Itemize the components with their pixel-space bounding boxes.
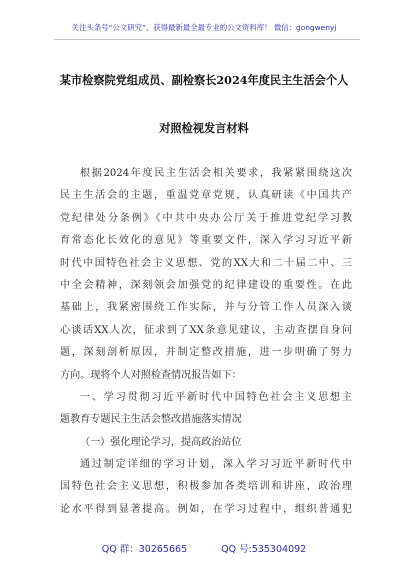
paragraph-intro bbox=[60, 163, 352, 387]
document-body bbox=[60, 163, 352, 521]
text-line: 时代中国特色社会主义思想、党的XX大和二十届二中、三 bbox=[60, 257, 352, 269]
text-line: 民主生活会的主题，重温党章党规，认真研读《中国共产 bbox=[60, 190, 352, 202]
text-line: 题，深刻剖析原因，并制定整改措施，进一步明确了努力 bbox=[60, 347, 352, 359]
document-title-line-2: 对照检视发言材料 bbox=[159, 121, 249, 135]
subsection-heading-1 bbox=[60, 432, 352, 454]
paragraph-study bbox=[60, 454, 352, 521]
document-title-line-1: 某市检察院党组成员、副检察长2024年度民主生活会个人 bbox=[59, 73, 349, 87]
text-line: 中全会精神，深刻领会加强党的纪律建设的重要性。在此 bbox=[60, 279, 352, 291]
text-line: 心谈话XX人次，征求到了XX条意见建议，主动查摆自身问 bbox=[60, 324, 352, 336]
text-line: 通过制定详细的学习计划，深入学习习近平新时代中 bbox=[80, 459, 352, 471]
text-line: 根据2024年度民主生活会相关要求，我紧紧围绕这次 bbox=[80, 168, 352, 179]
text-line: 论水平得到显著提高。例如，在学习过程中，组织普通犯 bbox=[60, 503, 352, 515]
footer-qq-number: QQ 号:535304092 bbox=[221, 544, 307, 555]
text-line: 一、学习贯彻习近平新时代中国特色社会主义思想主 bbox=[80, 391, 352, 403]
text-line: 基础上，我紧密围绕工作实际，并与分管工作人员深入谈 bbox=[60, 302, 352, 314]
header-divider bbox=[54, 39, 360, 40]
section-heading-1 bbox=[60, 387, 352, 432]
text-line: 国特色社会主义思想，积极参加各类培训和讲座，政治理 bbox=[60, 481, 352, 493]
text-line: 党纪律处分条例》《中共中央办公厅关于推进党纪学习教 bbox=[60, 212, 352, 224]
text-line: 方向。现将个人对照检查情况报告如下： bbox=[60, 369, 242, 381]
text-line: 题教育专题民主生活会整改措施落实情况 bbox=[60, 414, 242, 426]
footer-qq-group: QQ 群：30265665 bbox=[101, 544, 188, 555]
footer-contact bbox=[0, 541, 408, 555]
header-banner: 关注头条号“公文研究”，获得最新最全最专业的公文资料库！ 微信：gongwenyj bbox=[71, 23, 337, 32]
text-line: （一）强化理论学习，提高政治站位 bbox=[80, 436, 242, 448]
text-line: 育常态化长效化的意见》等重要文件，深入学习习近平新 bbox=[60, 235, 352, 247]
